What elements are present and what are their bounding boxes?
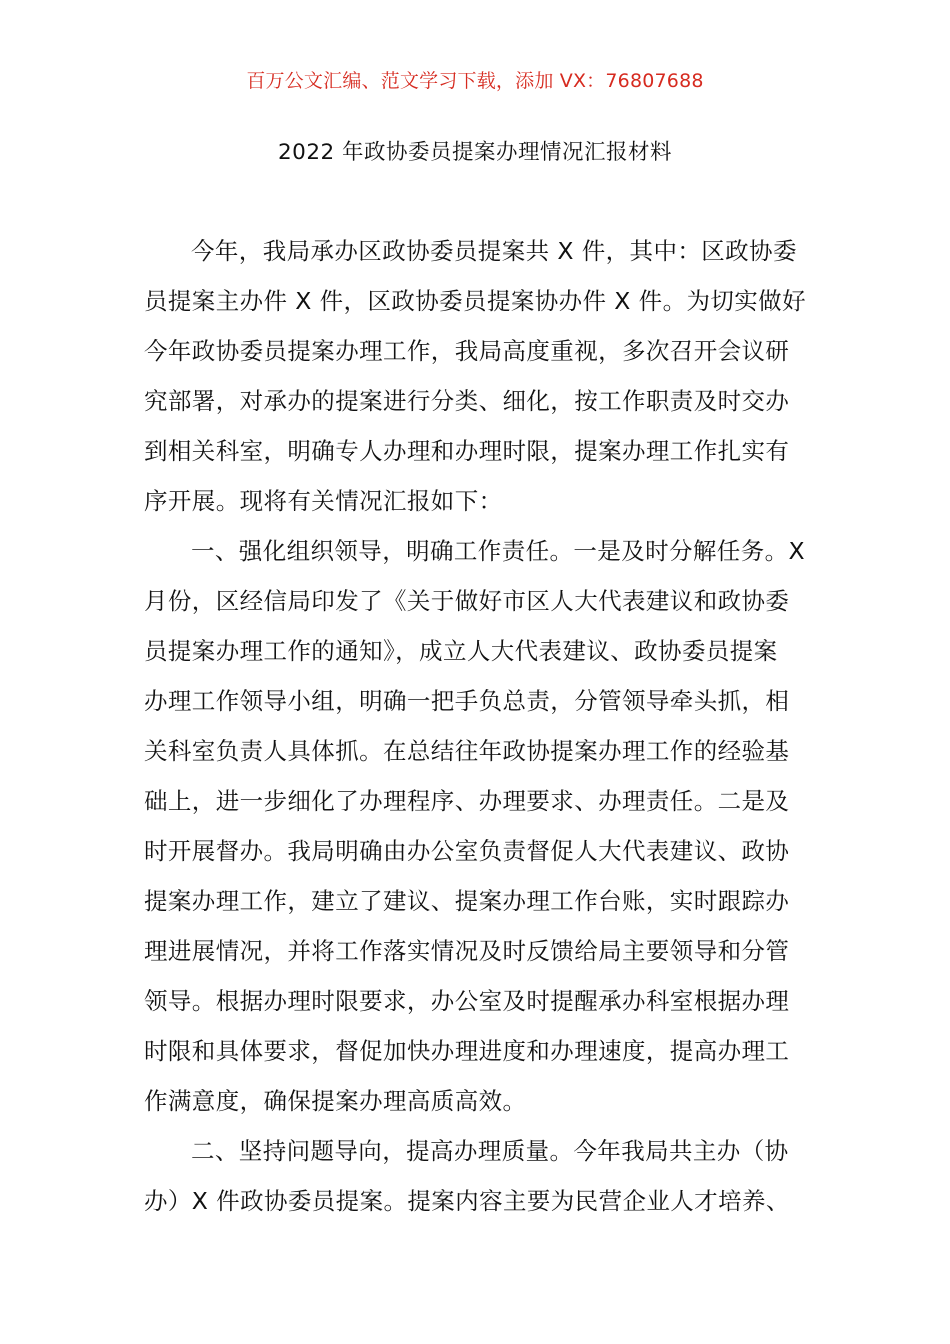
paragraph-2-line: 时限和具体要求，督促加快办理进度和办理速度，提高办理工	[144, 1037, 790, 1065]
paragraph-2-line: 理进展情况，并将工作落实情况及时反馈给局主要领导和分管	[144, 937, 790, 965]
paragraph-1-line: 究部署，对承办的提案进行分类、细化，按工作职责及时交办	[144, 387, 790, 415]
paragraph-3-line: 办）X 件政协委员提案。提案内容主要为民营企业人才培养、	[144, 1187, 790, 1215]
paragraph-2-line: 办理工作领导小组，明确一把手负总责，分管领导牵头抓，相	[144, 687, 790, 715]
document-title: 2022 年政协委员提案办理情况汇报材料	[277, 140, 673, 165]
paragraph-2-line: 时开展督办。我局明确由办公室负责督促人大代表建议、政协	[144, 837, 790, 865]
document-body	[144, 226, 814, 1226]
paragraph-1-line: 今年政协委员提案办理工作，我局高度重视，多次召开会议研	[144, 337, 790, 365]
paragraph-1-line: 到相关科室，明确专人办理和办理时限，提案办理工作扎实有	[144, 437, 790, 465]
header-banner: 百万公文汇编、范文学习下载，添加 VX：76807688	[246, 70, 704, 92]
paragraph-2-line: 员提案办理工作的通知》，成立人大代表建议、政协委员提案	[144, 637, 778, 665]
paragraph-2-line: 关科室负责人具体抓。在总结往年政协提案办理工作的经验基	[144, 737, 790, 765]
paragraph-2-line: 作满意度，确保提案办理高质高效。	[144, 1087, 527, 1115]
paragraph-2-line: 础上，进一步细化了办理程序、办理要求、办理责任。二是及	[144, 787, 790, 815]
paragraph-1-line: 序开展。现将有关情况汇报如下：	[144, 487, 503, 515]
paragraph-1-line: 今年，我局承办区政协委员提案共 X 件，其中：区政协委	[191, 237, 797, 265]
paragraph-2-line: 月份，区经信局印发了《关于做好市区人大代表建议和政协委	[144, 587, 790, 615]
paragraph-3-line: 二、坚持问题导向，提高办理质量。今年我局共主办（协	[191, 1137, 789, 1165]
paragraph-2-line: 一、强化组织领导，明确工作责任。一是及时分解任务。X	[191, 537, 805, 565]
paragraph-1-line: 员提案主办件 X 件，区政协委员提案协办件 X 件。为切实做好	[144, 287, 806, 315]
paragraph-2-line: 领导。根据办理时限要求，办公室及时提醒承办科室根据办理	[144, 987, 790, 1015]
paragraph-2-line: 提案办理工作，建立了建议、提案办理工作台账，实时跟踪办	[144, 887, 790, 915]
